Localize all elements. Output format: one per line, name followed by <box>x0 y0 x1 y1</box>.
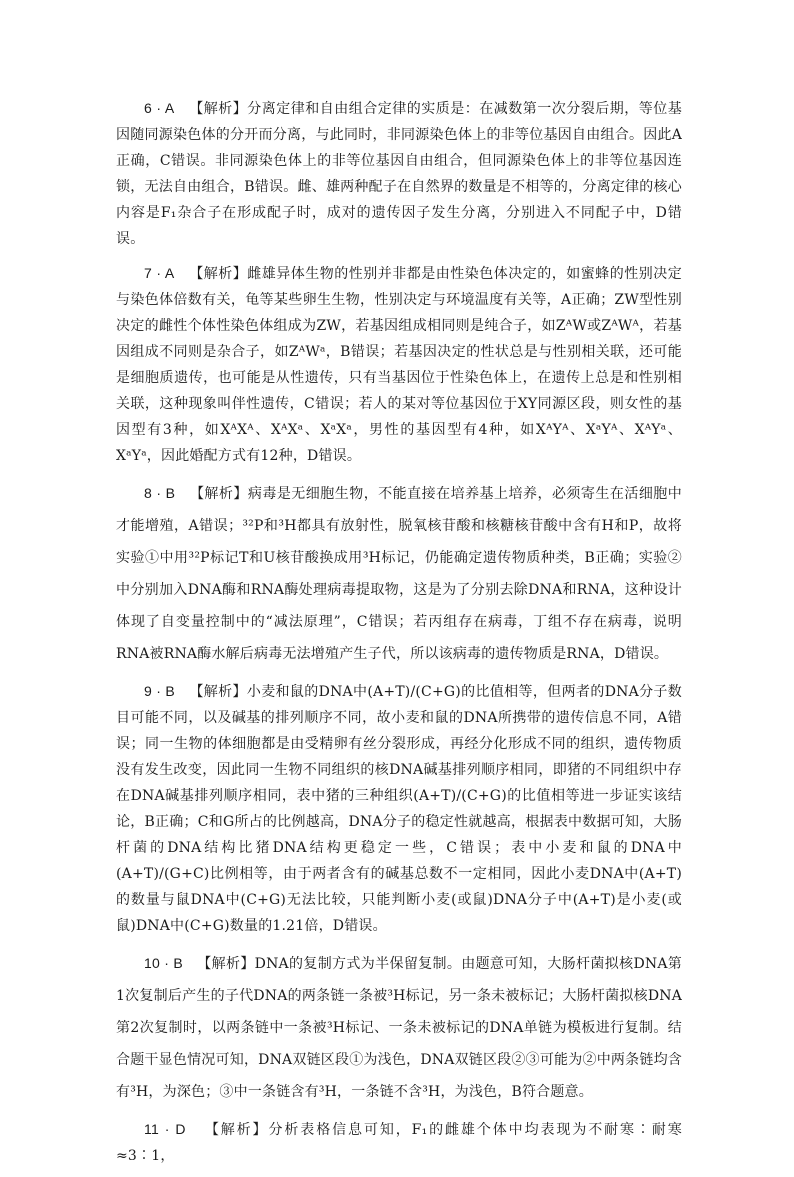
analysis-tag: 【解析】 <box>189 101 248 117</box>
analysis-text: 分析表格信息可知，F₁的雌雄个体中均表现为不耐寒∶耐寒≈3∶1， <box>116 1122 682 1164</box>
question-number: 10 · B <box>144 955 183 971</box>
analysis-text: DNA的复制方式为半保留复制。由题意可知，大肠杆菌拟核DNA第1次复制后产生的子代DNA的两条链一条被³H标记，另一条未被标记；大肠杆菌拟核DNA第2次复制时，以两条链中一条被³H标记、一条未被标记的DNA单链为模板进行复制。结合题干显色情况可知，DNA双链区段①为浅色，DNA双链区段②③可能为②中两条链均含有³H，为深色；③中一条链含有³H，一条链不含³H，为浅色，B符合题意。 <box>116 956 682 1100</box>
answer-item-11 <box>116 1116 682 1169</box>
question-number: 6 · A <box>144 100 175 116</box>
question-number: 9 · B <box>144 683 175 699</box>
answer-item-8 <box>116 477 682 670</box>
document-page <box>116 95 682 1177</box>
answer-item-7 <box>116 260 682 469</box>
analysis-tag: 【解析】 <box>189 486 248 502</box>
answer-item-6 <box>116 95 682 252</box>
analysis-text: 病毒是无细胞生物，不能直接在培养基上培养，必须寄生在活细胞中才能增殖，A错误；³²P和³H都具有放射性，脱氧核苷酸和核糖核苷酸中含有H和P，故将实验①中用³²P标记T和U核苷酸换成用³H标记，仍能确定遗传物质种类，B正确；实验②中分别加入DNA酶和RNA酶处理病毒提取物，这是为了分别去除DNA和RNA，这种设计体现了自变量控制中的“减法原理”，C错误；若丙组存在病毒，丁组不存在病毒，说明RNA被RNA酶水解后病毒无法增殖产生子代，所以该病毒的遗传物质是RNA，D错误。 <box>116 486 682 662</box>
question-number: 8 · B <box>144 485 176 501</box>
analysis-tag: 【解析】 <box>189 684 247 700</box>
analysis-text: 分离定律和自由组合定律的实质是：在减数第一次分裂后期，等位基因随同源染色体的分开而分离，与此同时，非同源染色体上的非等位基因自由组合。因此A正确，C错误。非同源染色体上的非等位基因自由组合，但同源染色体上的非等位基因连锁，无法自由组合，B错误。雌、雄两种配子在自然界的数量是不相等的，分离定律的核心内容是F₁杂合子在形成配子时，成对的遗传因子发生分离，分别进入不同配子中，D错误。 <box>116 101 683 247</box>
question-number: 7 · A <box>144 265 175 281</box>
analysis-text: 小麦和鼠的DNA中(A+T)/(C+G)的比值相等，但两者的DNA分子数目可能不同，以及碱基的排列顺序不同，故小麦和鼠的DNA所携带的遗传信息不同，A错误；同一生物的体细胞都是由受精卵有丝分裂形成，再经分化形成不同的组织，遗传物质没有发生改变，因此同一生物不同组织的核DNA碱基排列顺序相同，即猪的不同组织中存在DNA碱基排列顺序相同，表中猪的三种组织(A+T)/(C+G)的比值相等进一步证实该结论，B正确；C和G所占的比例越高，DNA分子的稳定性就越高，根据表中数据可知，大肠杆菌的DNA结构比猪DNA结构更稳定一些，C错误；表中小麦和鼠的DNA中(A+T)/(G+C)比例相等，由于两者含有的碱基总数不一定相同，因此小麦DNA中(A+T)的数量与鼠DNA中(C+G)无法比较，只能判断小麦(或鼠)DNA分子中(A+T)是小麦(或鼠)DNA中(C+G)数量的1.21倍，D错误。 <box>116 684 683 934</box>
question-number: 11 · D <box>144 1121 186 1137</box>
analysis-tag: 【解析】 <box>204 1122 269 1138</box>
answer-item-10 <box>116 947 682 1108</box>
analysis-tag: 【解析】 <box>197 956 255 972</box>
analysis-text: 雌雄异体生物的性别并非都是由性染色体决定的，如蜜蜂的性别决定与染色体倍数有关，龟等某些卵生生物，性别决定与环境温度有关等，A正确；ZW型性别决定的雌性个体性染色体组成为ZW，若基因组成相同则是纯合子，如ZᴬW或ZᴬWᴬ，若基因组成不同则是杂合子，如ZᴬWᵃ，B错误；若基因决定的性状总是与性别相关联，还可能是细胞质遗传，也可能是从性遗传，只有当基因位于性染色体上，在遗传上总是和性别相关联，这种现象叫伴性遗传，C错误；若人的某对等位基因位于XY同源区段，则女性的基因型有3种，如XᴬXᴬ、XᴬXᵃ、XᵃXᵃ，男性的基因型有4种，如XᴬYᴬ、XᵃYᴬ、XᴬYᵃ、XᵃYᵃ，因此婚配方式有12种，D错误。 <box>116 266 683 464</box>
analysis-tag: 【解析】 <box>189 266 248 282</box>
answer-item-9 <box>116 678 682 939</box>
